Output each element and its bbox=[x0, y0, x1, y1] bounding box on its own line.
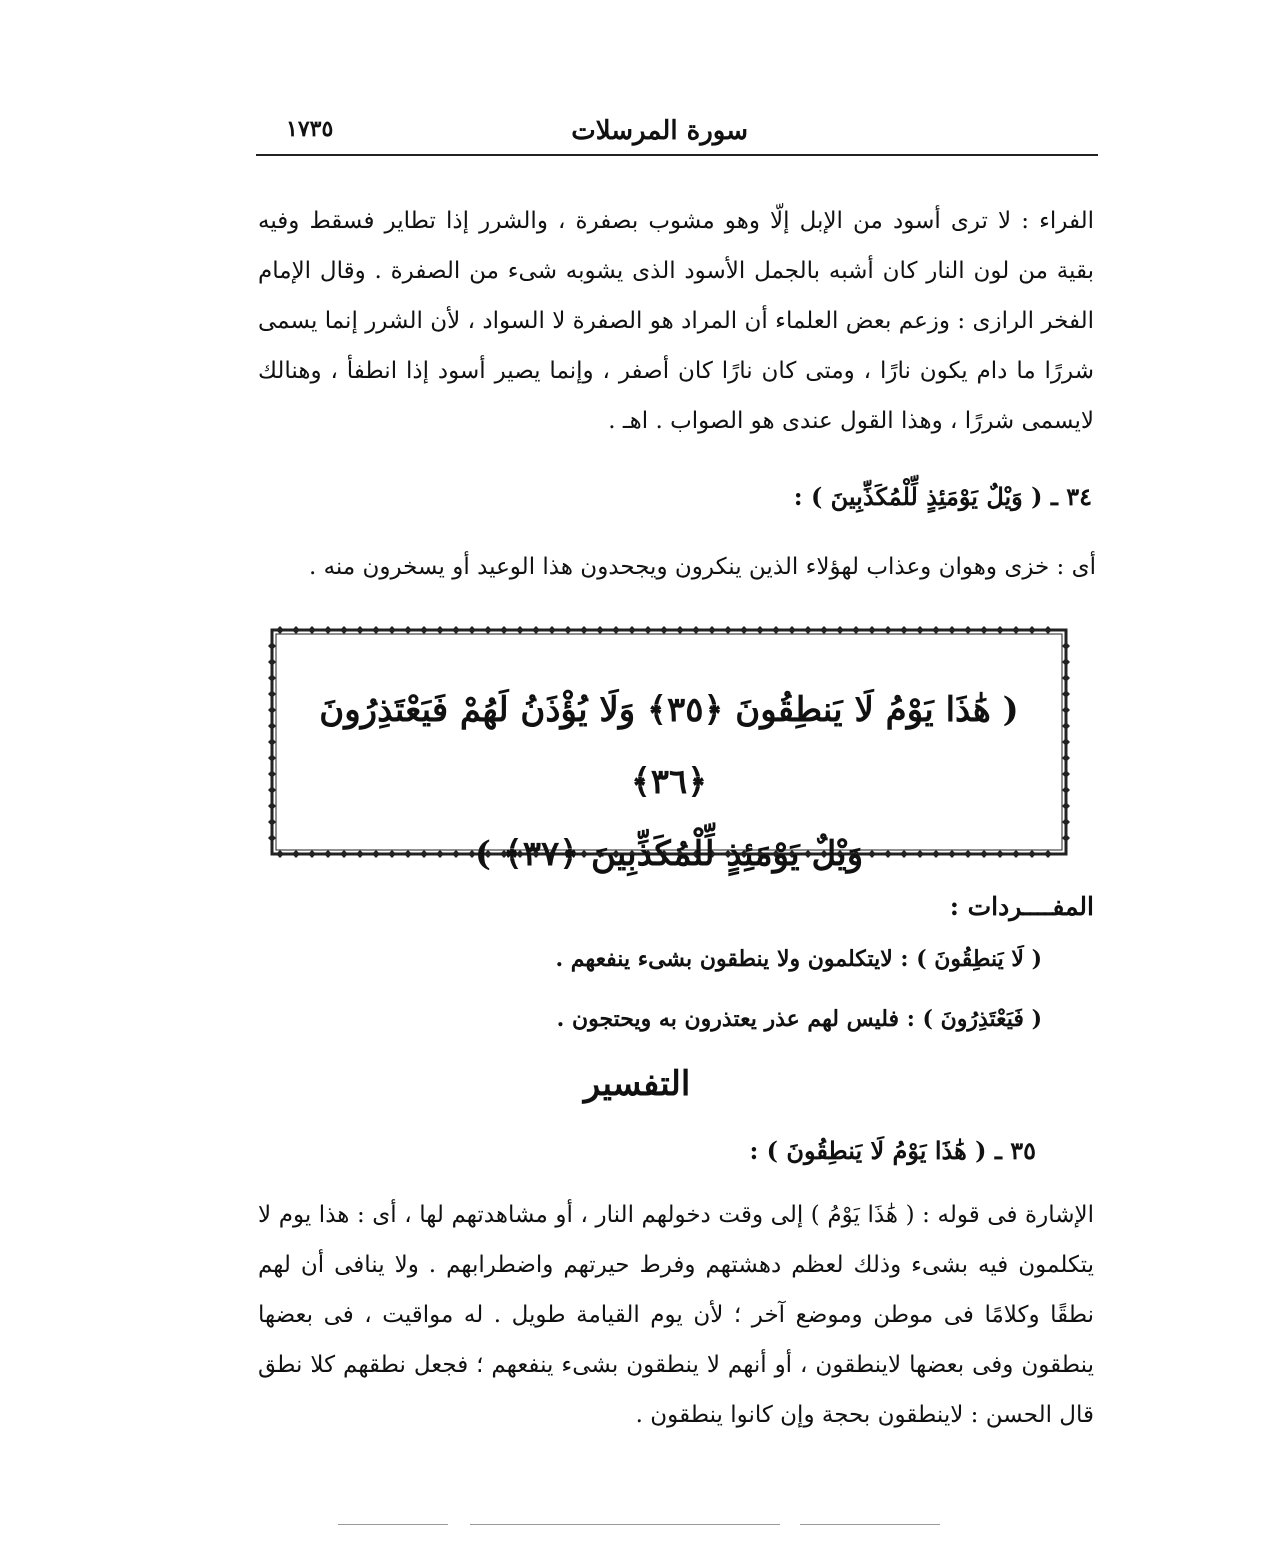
vocabulary-item: ( لَا يَنطِقُونَ ) : لايتكلمون ولا ينطقون بشىء ينفعهم . bbox=[555, 946, 1042, 972]
border-ornament bbox=[468, 626, 476, 634]
border-ornament bbox=[1028, 626, 1036, 634]
border-ornament bbox=[980, 626, 988, 634]
footer-divider bbox=[470, 1524, 780, 1525]
border-ornament bbox=[404, 626, 412, 634]
header-divider bbox=[256, 154, 1098, 156]
border-ornament bbox=[612, 626, 620, 634]
border-ornament bbox=[268, 706, 276, 714]
border-ornament bbox=[308, 626, 316, 634]
border-ornament bbox=[324, 626, 332, 634]
page-header bbox=[256, 114, 1098, 154]
border-ornament bbox=[820, 626, 828, 634]
border-ornament bbox=[948, 626, 956, 634]
surah-title: سورة المرسلات bbox=[571, 116, 748, 146]
border-ornament bbox=[1062, 834, 1070, 842]
border-ornament bbox=[548, 626, 556, 634]
border-ornament bbox=[596, 626, 604, 634]
border-ornament bbox=[756, 626, 764, 634]
border-ornament bbox=[964, 626, 972, 634]
border-ornament bbox=[420, 626, 428, 634]
border-ornament bbox=[1062, 786, 1070, 794]
vocabulary-item: ( فَيَعْتَذِرُونَ ) : فليس لهم عذر يعتذرون به ويحتجون . bbox=[556, 1006, 1042, 1032]
verse-text bbox=[306, 674, 1032, 890]
border-ornament bbox=[1012, 626, 1020, 634]
border-ornament bbox=[388, 626, 396, 634]
border-ornament bbox=[1044, 626, 1052, 634]
quran-verse-frame bbox=[266, 624, 1072, 874]
border-ornament bbox=[1062, 690, 1070, 698]
border-ornament bbox=[628, 626, 636, 634]
border-ornament bbox=[340, 626, 348, 634]
verse-line-2: وَيْلٌ يَوْمَئِذٍ لِّلْمُكَذِّبِينَ ﴿٣٧﴾ ) bbox=[474, 834, 864, 874]
page-number: ١٧٣٥ bbox=[286, 116, 334, 142]
border-ornament bbox=[740, 626, 748, 634]
border-ornament bbox=[644, 626, 652, 634]
border-ornament bbox=[268, 722, 276, 730]
footer-divider bbox=[800, 1524, 940, 1525]
border-ornament bbox=[1062, 770, 1070, 778]
border-ornament bbox=[772, 626, 780, 634]
border-ornament bbox=[516, 626, 524, 634]
border-ornament bbox=[452, 626, 460, 634]
border-ornament bbox=[996, 626, 1004, 634]
border-ornament bbox=[1062, 722, 1070, 730]
border-ornament bbox=[268, 770, 276, 778]
border-ornament bbox=[1062, 738, 1070, 746]
border-ornament bbox=[268, 818, 276, 826]
border-ornament bbox=[292, 850, 300, 858]
border-ornament bbox=[580, 626, 588, 634]
border-ornament bbox=[1062, 754, 1070, 762]
border-ornament bbox=[356, 626, 364, 634]
footer-divider bbox=[338, 1524, 448, 1525]
border-ornament bbox=[868, 626, 876, 634]
commentary-paragraph-1: الفراء : لا ترى أسود من الإبل إلّا وهو مشوب بصفرة ، والشرر إذا تطاير فسقط وفيه بقية من لون النار كان أشبه بالجمل الأسود الذى يشوبه شىء من الصفرة . وقال الإمام الفخر الرازى : وزعم بعض العلماء أن المراد هو الصفرة لا السواد ، لأن الشرر إنما يسمى شررًا ما دام يكون نارًا ، ومتى كان نارًا كان أصفر ، وإنما يصير أسود إذا انطفأ ، وهنالك لايسمى شررًا ، وهذا القول عندى هو الصواب . اهـ . bbox=[258, 208, 1094, 434]
border-ornament bbox=[276, 626, 284, 634]
border-ornament bbox=[1062, 674, 1070, 682]
border-ornament bbox=[724, 626, 732, 634]
border-ornament bbox=[1062, 658, 1070, 666]
border-ornament bbox=[532, 626, 540, 634]
border-ornament bbox=[1062, 802, 1070, 810]
border-ornament bbox=[484, 626, 492, 634]
border-ornament bbox=[1044, 850, 1052, 858]
border-ornament bbox=[692, 626, 700, 634]
border-ornament bbox=[884, 626, 892, 634]
verse-35-heading: ٣٥ ـ ( هَٰذَا يَوْمُ لَا يَنطِقُونَ ) : bbox=[749, 1136, 1036, 1165]
border-ornament bbox=[708, 626, 716, 634]
border-ornament bbox=[836, 626, 844, 634]
border-ornament bbox=[268, 786, 276, 794]
border-ornament bbox=[676, 626, 684, 634]
border-ornament bbox=[268, 754, 276, 762]
tafsir-section-title: التفسير bbox=[583, 1064, 691, 1104]
border-ornament bbox=[900, 626, 908, 634]
border-ornament bbox=[1062, 818, 1070, 826]
border-ornament bbox=[660, 626, 668, 634]
commentary-paragraph-3: الإشارة فى قوله : ( هَٰذَا يَوْمُ ) إلى وقت دخولهم النار ، أو مشاهدتهم لها ، أى : هذا يوم لا يتكلمون فيه بشىء وذلك لعظم دهشتهم وفرط حيرتهم واضطرابهم . ولا ينافى أن لهم نطقًا وكلامًا فى موطن وموضع آخر ؛ لأن يوم القيامة طويل . له مواقيت ، فى بعضها ينطقون وفى بعضها لاينطقون ، أو أنهم لا ينطقون بشىء ينفعهم ؛ فجعل نطقهم كلا نطق قال الحسن : لاينطقون بحجة وإن كانوا ينطقون . bbox=[258, 1202, 1094, 1428]
border-ornament bbox=[268, 690, 276, 698]
border-ornament bbox=[268, 802, 276, 810]
vocabulary-heading: المفــــردات : bbox=[949, 892, 1094, 921]
border-ornament bbox=[1062, 642, 1070, 650]
border-ornament bbox=[564, 626, 572, 634]
border-ornament bbox=[788, 626, 796, 634]
border-ornament bbox=[276, 850, 284, 858]
verse-34-heading: ٣٤ ـ ( وَيْلٌ يَوْمَئِذٍ لِّلْمُكَذِّبِينَ ) : bbox=[793, 482, 1092, 511]
border-ornament bbox=[268, 738, 276, 746]
border-ornament bbox=[932, 626, 940, 634]
border-ornament bbox=[268, 642, 276, 650]
border-ornament bbox=[916, 626, 924, 634]
border-ornament bbox=[436, 626, 444, 634]
border-ornament bbox=[852, 626, 860, 634]
border-ornament bbox=[268, 658, 276, 666]
commentary-paragraph-2: أى : خزى وهوان وعذاب لهؤلاء الذين ينكرون ويجحدون هذا الوعيد أو يسخرون منه . bbox=[308, 554, 1096, 580]
verse-line-1: ( هَٰذَا يَوْمُ لَا يَنطِقُونَ ﴿٣٥﴾ وَلَا يُؤْذَنُ لَهُمْ فَيَعْتَذِرُونَ ﴿٣٦﴾ bbox=[319, 690, 1019, 802]
border-ornament bbox=[268, 674, 276, 682]
border-ornament bbox=[372, 626, 380, 634]
border-ornament bbox=[804, 626, 812, 634]
border-ornament bbox=[1062, 706, 1070, 714]
border-ornament bbox=[500, 626, 508, 634]
border-ornament bbox=[292, 626, 300, 634]
border-ornament bbox=[268, 834, 276, 842]
